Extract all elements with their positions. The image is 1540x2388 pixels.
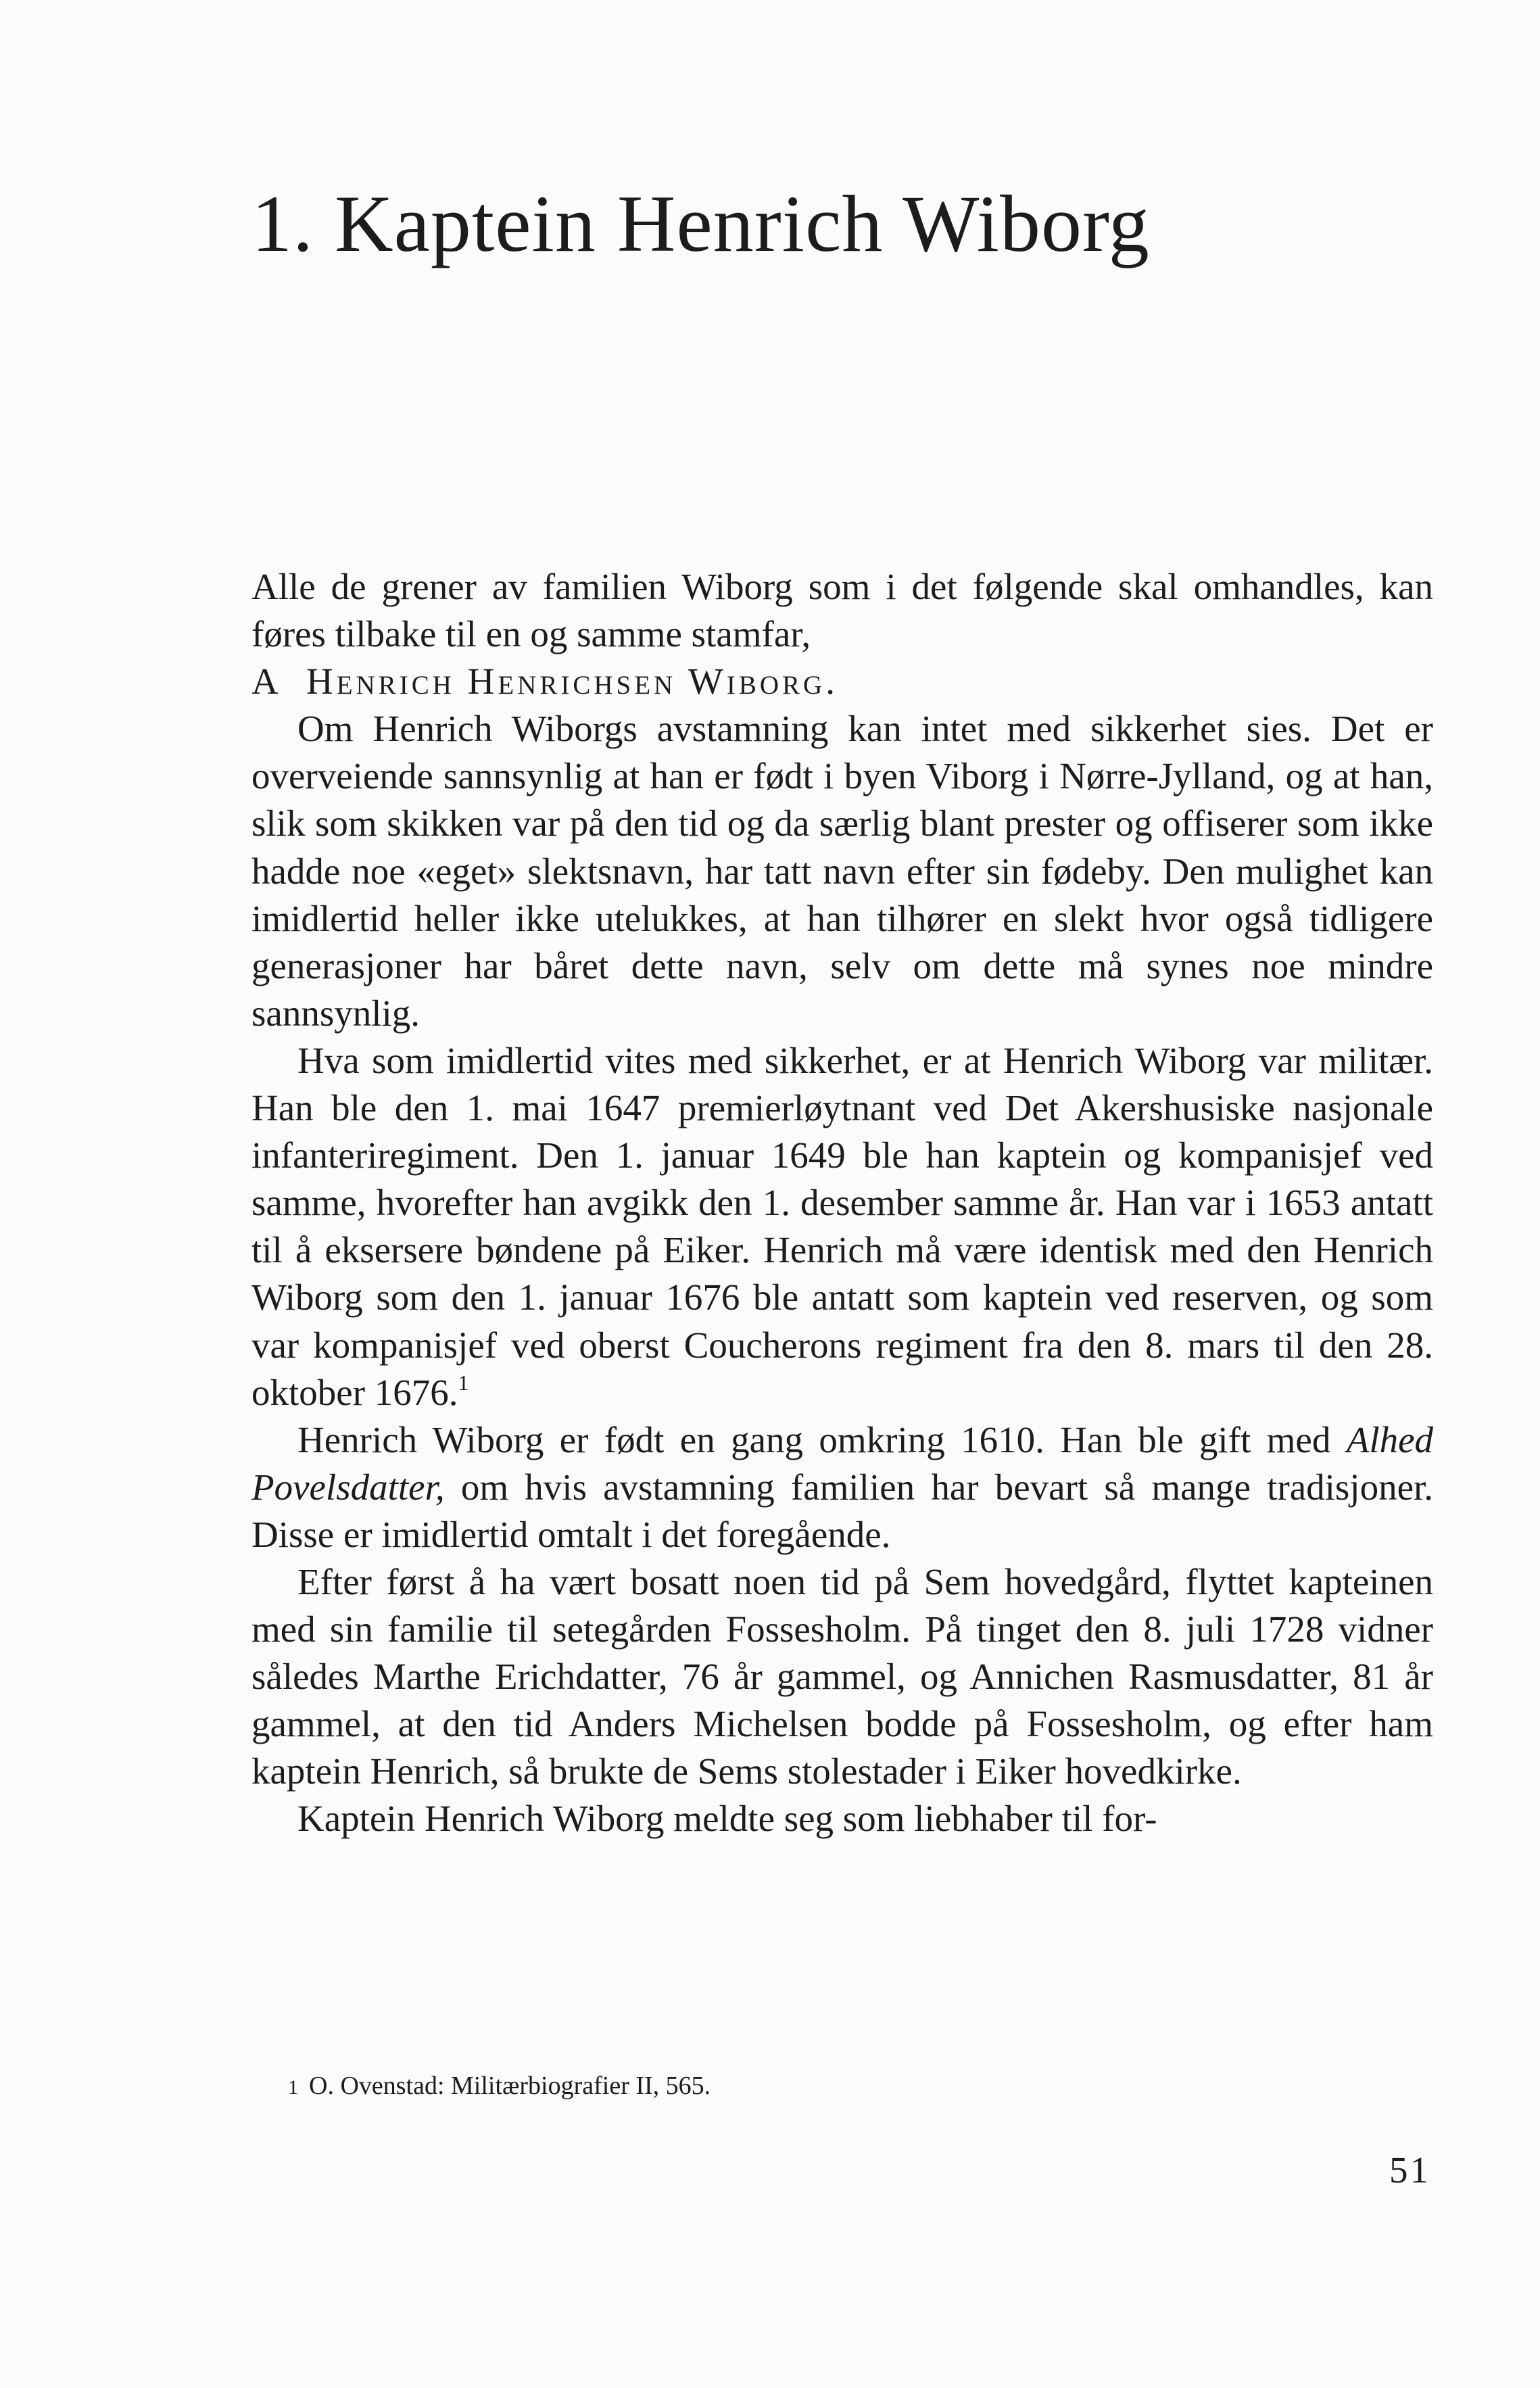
paragraph-1-prefix: A [251,661,279,702]
paragraph-4-before: Henrich Wiborg er født en gang omkring 1610. Han ble gift med [297,1418,1331,1460]
footnote-text: O. Ovenstad: Militærbiografier II, 565. [309,2072,711,2100]
paragraph-3 [251,1037,1433,1416]
paragraph-5: Efter først å ha vært bosatt noen tid på Sem hovedgård, flyttet kapteinen med sin familie til setegården Fossesholm. På tinget den 8. juli 1728 vidner således Marthe Erichdatter, 76 år gammel, og Annichen Rasmusdatter, 81 år gammel, at den tid Anders Michelsen bodde på Fossesholm, og efter ham kaptein Henrich, så brukte de Sems stolestader i Eiker hovedkirke. [251,1560,1433,1792]
paragraph-4-after: om hvis avstamning familien har bevart så mange tradisjoner. Disse er imidlertid omtalt i det foregående. [251,1466,1434,1555]
chapter-title: 1. Kaptein Henrich Wiborg [251,178,1150,268]
ancestor-name: Henrich Henrichsen Wiborg. [306,661,838,702]
footnote-reference: 1 [458,1370,469,1395]
footnote-number: 1 [288,2076,298,2099]
spouse-name: Alhed Povelsdatter, [251,1418,1434,1508]
paragraph-6: Kaptein Henrich Wiborg meldte seg som liebhaber til for- [297,1798,1157,1840]
paragraph-2: Om Henrich Wiborgs avstamning kan intet med sikkerhet sies. Det er overveiende sannsynlig at han er født i byen Viborg i Nørre-Jylland, og at han, slik som skikken var på den tid og da særlig blant prester og offiserer som ikke hadde noe «eget» slektsnavn, har tatt navn efter sin fødeby. Den mulighet kan imidlertid heller ikke utelukkes, at han tilhører en slekt hvor også tidligere generasjoner har båret dette navn, selv om dette må synes noe mindre sannsynlig. [251,708,1433,1034]
paragraph-3-text: Hva som imidlertid vites med sikkerhet, er at Henrich Wiborg var militær. Han ble den 1. mai 1647 premierløytnant ved Det Akershusiske nasjonale infanteriregiment. Den 1. januar 1649 ble han kaptein og kompanisjef ved samme, hvorefter han avgikk den 1. desember samme år. Han var i 1653 antatt til å eksersere bøndene på Eiker. Henrich må være identisk med den Henrich Wiborg som den 1. januar 1676 ble antatt som kaptein ved reserven, og som var kompanisjef ved oberst Coucherons regiment fra den 8. mars til den 28. oktober 1676. [251,1039,1433,1413]
footnote [288,2069,711,2105]
paragraph-4 [251,1416,1433,1558]
body-text [251,563,1433,1843]
page-number: 51 [1389,2149,1430,2191]
paragraph-1-text: Alle de grener av familien Wiborg som i det følgende skal omhandles, kan føres tilbake til en og samme stamfar, [251,566,1433,655]
paragraph-1 [251,563,1433,705]
